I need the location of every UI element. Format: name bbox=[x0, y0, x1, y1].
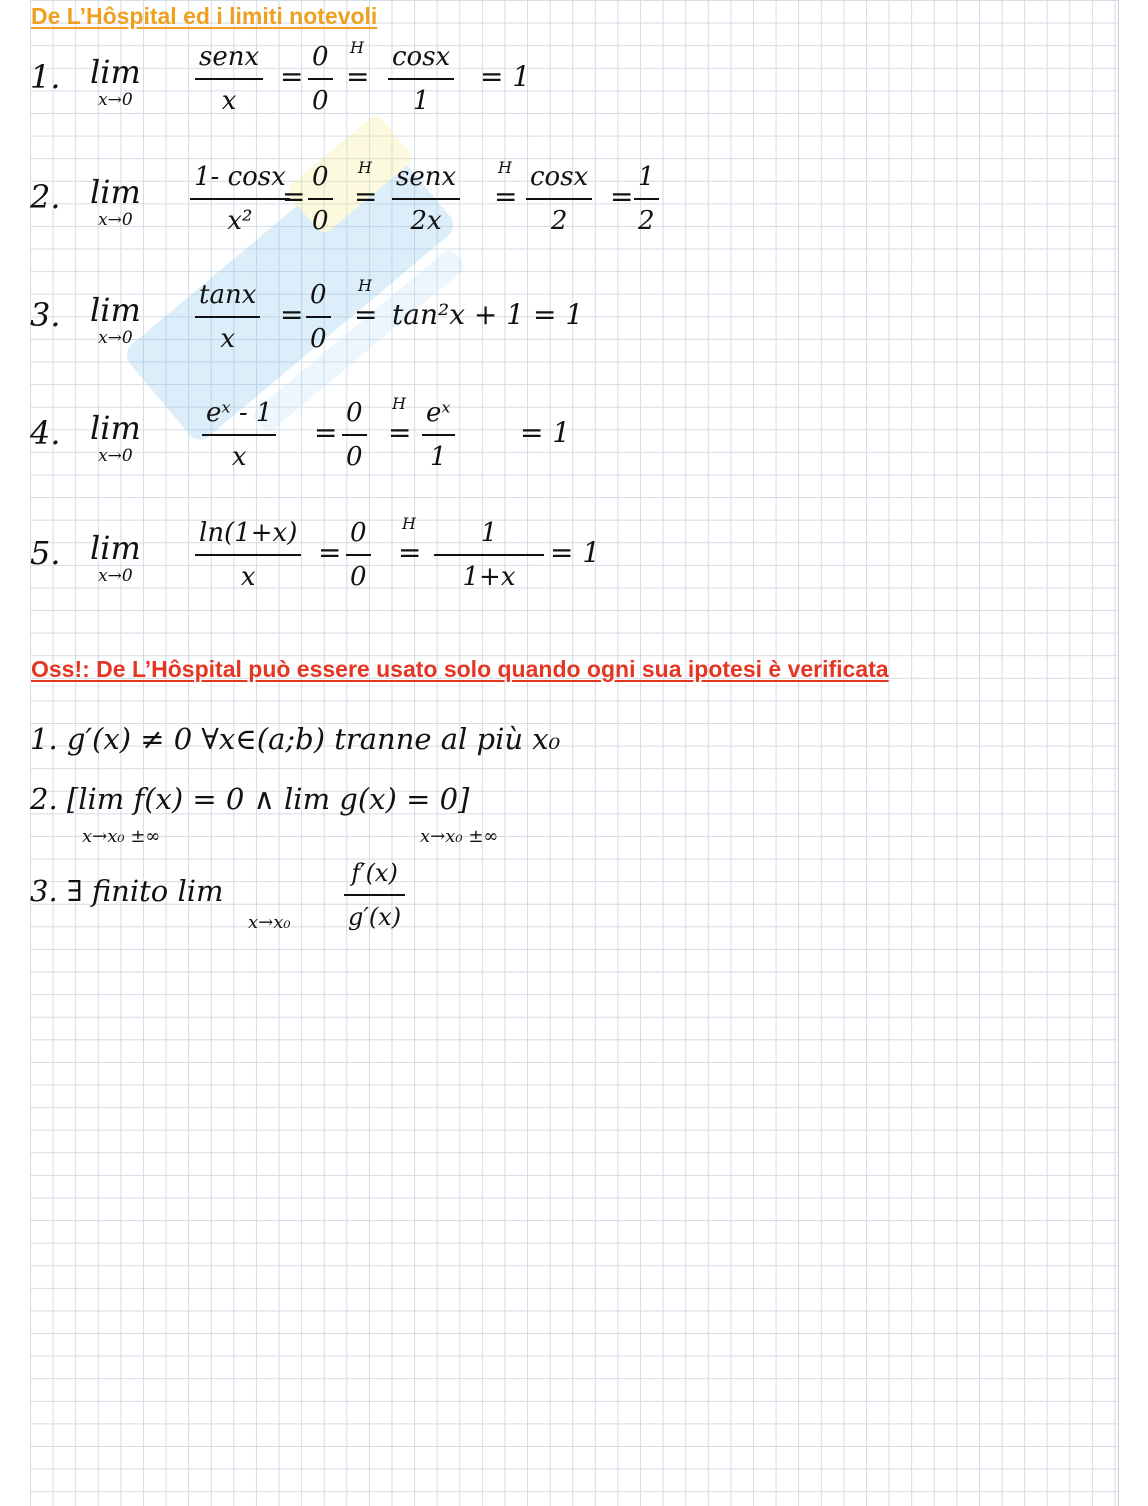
zero-over-zero: 0 0 bbox=[342, 396, 367, 474]
fraction: senx 2x bbox=[392, 160, 460, 238]
fraction: senx x bbox=[195, 40, 263, 118]
lim-operator: lim x→0 bbox=[90, 53, 141, 110]
result: = 1 bbox=[520, 416, 571, 449]
condition-3 bbox=[30, 874, 224, 908]
fraction: ln(1+x) x bbox=[195, 516, 301, 594]
condition-2 bbox=[30, 782, 469, 816]
fraction: cosx 2 bbox=[526, 160, 592, 238]
oss-note: Oss!: De L’Hôspital può essere usato solo quando ogni sua ipotesi è verificata bbox=[31, 656, 889, 682]
lim-operator: lim x→0 bbox=[90, 173, 141, 230]
lim-operator: lim x→0 bbox=[90, 409, 141, 466]
limit-1: 1. lim x→0 senx x = 0 0 H = cosx 1 = 1 bbox=[30, 38, 531, 116]
item-number: 3. bbox=[30, 296, 61, 334]
fraction: cosx 1 bbox=[388, 40, 454, 118]
hospital-mark: H bbox=[498, 158, 512, 177]
item-number: 3. bbox=[30, 874, 58, 908]
hospital-mark: H bbox=[350, 38, 364, 57]
fraction: eˣ 1 bbox=[422, 396, 455, 474]
zero-over-zero: 0 0 bbox=[308, 40, 333, 118]
item-number: 1. bbox=[30, 58, 61, 96]
condition-2-sub-b: x→x₀ ±∞ bbox=[420, 826, 499, 847]
result: tan²x + 1 = 1 bbox=[392, 298, 584, 331]
result: = 1 bbox=[480, 60, 531, 93]
condition-3-sub: x→x₀ bbox=[248, 912, 291, 933]
hospital-mark: H bbox=[402, 514, 416, 533]
limit-2: 2. lim x→0 1- cosx x² = 0 0 H = senx 2x H = cosx 2 = 1 2 bbox=[30, 160, 710, 250]
fraction: eˣ - 1 x bbox=[202, 396, 276, 474]
zero-over-zero: 0 0 bbox=[346, 516, 371, 594]
item-number: 4. bbox=[30, 414, 61, 452]
limit-5: 5. lim x→0 ln(1+x) x = 0 0 H = 1 1+x = 1 bbox=[30, 514, 601, 592]
zero-over-zero: 0 0 bbox=[308, 160, 333, 238]
result: = 1 bbox=[550, 536, 601, 569]
item-number: 2. bbox=[30, 782, 58, 816]
condition-2-sub-a: x→x₀ ±∞ bbox=[82, 826, 161, 847]
hospital-mark: H bbox=[358, 276, 372, 295]
item-number: 2. bbox=[30, 178, 61, 216]
fraction: 1 1+x bbox=[434, 516, 544, 594]
zero-over-zero: 0 0 bbox=[306, 278, 331, 356]
result-fraction: 1 2 bbox=[634, 160, 659, 238]
hospital-mark: H bbox=[358, 158, 372, 177]
condition-3-fraction: f′(x) g′(x) bbox=[344, 856, 405, 934]
page-title: De L’Hôspital ed i limiti notevoli bbox=[31, 3, 378, 29]
limit-3: 3. lim x→0 tanx x = 0 0 H = tan²x + 1 = 1 bbox=[30, 276, 584, 354]
lim-operator: lim x→0 bbox=[90, 291, 141, 348]
condition-1 bbox=[30, 722, 560, 756]
fraction: 1- cosx x² bbox=[190, 160, 290, 238]
condition-text: g′(x) ≠ 0 ∀x∈(a;b) tranne al più x₀ bbox=[66, 722, 561, 756]
lim-operator: lim x→0 bbox=[90, 529, 141, 586]
condition-text: ∃ finito lim bbox=[66, 874, 224, 908]
item-number: 5. bbox=[30, 534, 61, 572]
limit-4: 4. lim x→0 eˣ - 1 x = 0 0 H = eˣ 1 = 1 bbox=[30, 394, 571, 472]
fraction: tanx x bbox=[195, 278, 260, 356]
item-number: 1. bbox=[30, 722, 58, 756]
condition-text: [lim f(x) = 0 ∧ lim g(x) = 0] bbox=[66, 782, 470, 816]
hospital-mark: H bbox=[392, 394, 406, 413]
